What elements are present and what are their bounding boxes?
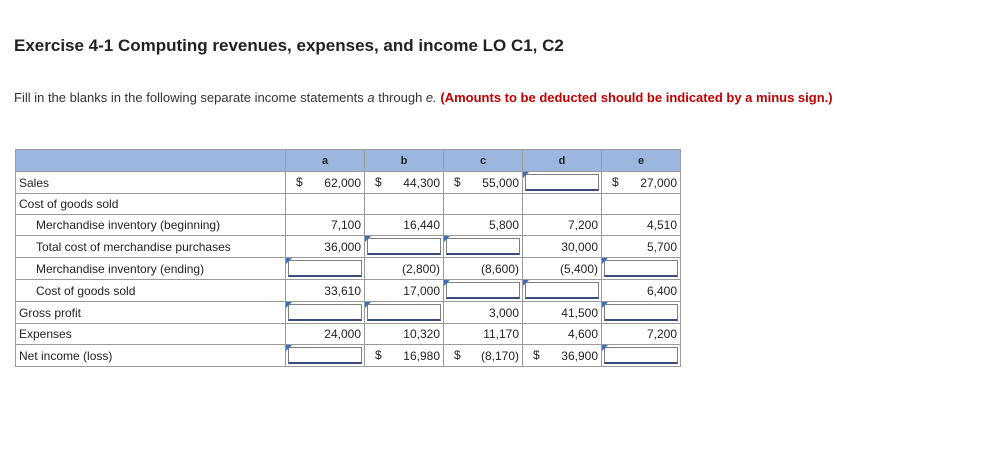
cell-value: (8,170) (480, 348, 519, 363)
answer-input-a[interactable] (288, 304, 362, 321)
cell-value: 16,440 (403, 218, 440, 232)
row-label: Cost of goods sold (16, 280, 286, 302)
column-header-e: e (602, 150, 681, 172)
value-cell-d (523, 324, 602, 345)
answer-input-d[interactable] (525, 174, 599, 191)
value-cell-e (602, 236, 681, 258)
value-cell-d (523, 345, 602, 367)
value-cell-b (365, 172, 444, 194)
answer-input-c[interactable] (446, 282, 520, 299)
value-cell-d (523, 258, 602, 280)
value-cell-a (286, 324, 365, 345)
instructions-emph-a: a (367, 90, 375, 105)
row-label: Net income (loss) (16, 345, 286, 367)
value-cell-c (444, 302, 523, 324)
answer-input-b[interactable] (367, 304, 441, 321)
cell-value: 10,320 (403, 327, 440, 341)
value-cell-d (523, 302, 602, 324)
answer-cell-c (444, 280, 523, 302)
row-label: Total cost of merchandise purchases (16, 236, 286, 258)
cell-value: 36,000 (324, 239, 361, 254)
answer-cell-e (602, 302, 681, 324)
value-cell-c (444, 324, 523, 345)
table-row (16, 302, 681, 324)
dollar-sign: $ (454, 348, 461, 362)
answer-input-a[interactable] (288, 260, 362, 277)
row-label: Sales (16, 172, 286, 194)
table-row (16, 280, 681, 302)
row-label: Cost of goods sold (16, 194, 286, 215)
answer-cell-c (444, 236, 523, 258)
answer-cell-d (523, 280, 602, 302)
cell-value: 3,000 (488, 305, 519, 320)
value-cell-b (365, 280, 444, 302)
answer-cell-e (602, 258, 681, 280)
answer-input-c[interactable] (446, 238, 520, 255)
value-cell-b (365, 194, 444, 215)
answer-cell-b (365, 236, 444, 258)
value-cell-b (365, 324, 444, 345)
value-cell-d (523, 215, 602, 236)
column-header-a: a (286, 150, 365, 172)
cell-value: (8,600) (480, 261, 519, 276)
value-cell-e (602, 215, 681, 236)
value-cell-c (444, 215, 523, 236)
cell-value: 7,200 (567, 218, 598, 232)
value-cell-b (365, 215, 444, 236)
input-marker-icon (523, 280, 529, 286)
row-label: Gross profit (16, 302, 286, 324)
cell-value: 27,000 (640, 175, 677, 190)
cell-value: 36,900 (561, 348, 598, 363)
column-header-b: b (365, 150, 444, 172)
input-marker-icon (444, 280, 450, 286)
answer-cell-a (286, 302, 365, 324)
answer-input-d[interactable] (525, 282, 599, 299)
dollar-sign: $ (296, 175, 303, 189)
column-header-c: c (444, 150, 523, 172)
row-label: Merchandise inventory (ending) (16, 258, 286, 280)
cell-value: 30,000 (561, 239, 598, 254)
header-label-cell (16, 150, 286, 172)
value-cell-a (286, 236, 365, 258)
answer-input-b[interactable] (367, 238, 441, 255)
table-row (16, 258, 681, 280)
cell-value: 11,170 (483, 327, 519, 341)
value-cell-e (602, 172, 681, 194)
answer-cell-a (286, 258, 365, 280)
cell-value: 4,510 (646, 218, 677, 232)
dollar-sign: $ (454, 175, 461, 189)
value-cell-e (602, 280, 681, 302)
answer-cell-a (286, 345, 365, 367)
value-cell-e (602, 194, 681, 215)
value-cell-e (602, 324, 681, 345)
dollar-sign: $ (375, 348, 382, 362)
cell-value: 5,800 (488, 218, 519, 232)
answer-input-e[interactable] (604, 347, 678, 364)
instructions-emph-e: e. (425, 90, 437, 105)
value-cell-c (444, 345, 523, 367)
income-statement-table (15, 149, 681, 367)
value-cell-c (444, 258, 523, 280)
cell-value: 17,000 (403, 283, 440, 298)
input-marker-icon (444, 236, 450, 242)
dollar-sign: $ (612, 175, 619, 189)
cell-value: 41,500 (561, 305, 598, 320)
answer-input-e[interactable] (604, 304, 678, 321)
table-row (16, 345, 681, 367)
table-row (16, 172, 681, 194)
value-cell-a (286, 172, 365, 194)
value-cell-b (365, 258, 444, 280)
input-marker-icon (523, 172, 529, 178)
value-cell-d (523, 236, 602, 258)
input-marker-icon (286, 345, 292, 351)
header-row (16, 150, 681, 172)
input-marker-icon (286, 258, 292, 264)
cell-value: (2,800) (401, 261, 440, 276)
cell-value: 4,600 (567, 327, 598, 341)
table-row (16, 324, 681, 345)
input-marker-icon (602, 345, 608, 351)
answer-cell-e (602, 345, 681, 367)
instructions-text: Fill in the blanks in the following separate income statements (14, 90, 368, 105)
answer-cell-b (365, 302, 444, 324)
cell-value: 16,980 (403, 348, 440, 363)
table-row (16, 215, 681, 236)
input-marker-icon (602, 302, 608, 308)
instructions-note: (Amounts to be deducted should be indicated by a minus sign.) (440, 90, 833, 105)
value-cell-d (523, 194, 602, 215)
input-marker-icon (602, 258, 608, 264)
cell-value: (5,400) (559, 261, 598, 276)
column-header-d: d (523, 150, 602, 172)
instructions (14, 89, 964, 106)
cell-value: 33,610 (324, 283, 361, 298)
row-label: Merchandise inventory (beginning) (16, 215, 286, 236)
table-row (16, 236, 681, 258)
input-marker-icon (365, 302, 371, 308)
value-cell-c (444, 194, 523, 215)
value-cell-a (286, 215, 365, 236)
cell-value: 7,100 (330, 218, 361, 232)
row-label: Expenses (16, 324, 286, 345)
table-row (16, 194, 681, 215)
input-marker-icon (286, 302, 292, 308)
dollar-sign: $ (375, 175, 382, 189)
cell-value: 7,200 (646, 327, 677, 341)
input-marker-icon (365, 236, 371, 242)
value-cell-a (286, 194, 365, 215)
cell-value: 5,700 (646, 239, 677, 254)
answer-input-e[interactable] (604, 260, 678, 277)
answer-input-a[interactable] (288, 347, 362, 364)
cell-value: 55,000 (482, 175, 519, 190)
dollar-sign: $ (533, 348, 540, 362)
answer-cell-d (523, 172, 602, 194)
value-cell-c (444, 172, 523, 194)
page-title: Exercise 4-1 Computing revenues, expenses, and income LO C1, C2 (14, 36, 564, 55)
cell-value: 24,000 (324, 327, 361, 341)
cell-value: 44,300 (403, 175, 440, 190)
cell-value: 62,000 (324, 175, 361, 190)
instructions-text: through (374, 90, 426, 105)
value-cell-b (365, 345, 444, 367)
cell-value: 6,400 (646, 283, 677, 298)
value-cell-a (286, 280, 365, 302)
